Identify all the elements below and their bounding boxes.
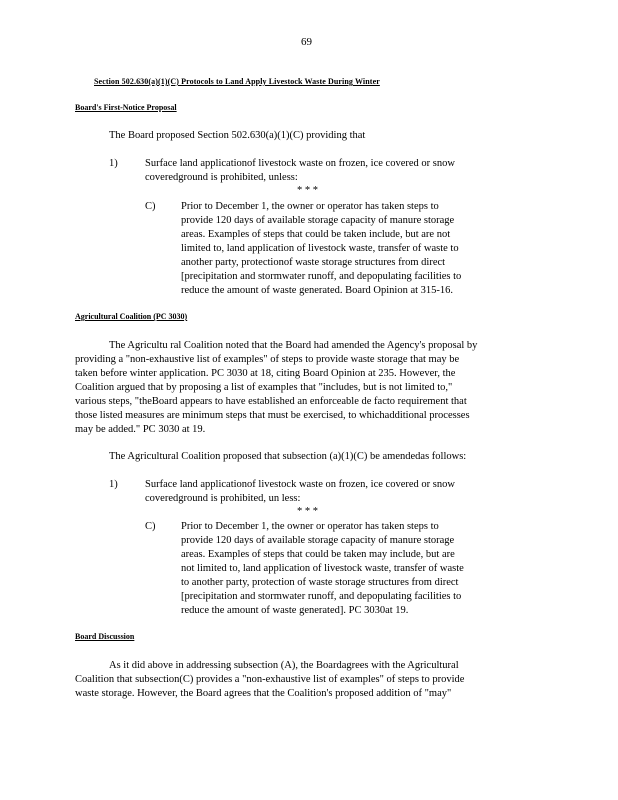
first-notice-heading: Board's First-Notice Proposal xyxy=(75,103,177,112)
section-heading: Section 502.630(a)(1)(C) Protocols to Land Apply Livestock Waste During Winter xyxy=(94,77,380,86)
rule-text-line: provide 120 days of available storage capacity of manure storage xyxy=(181,535,455,546)
board-proposed-intro: The Board proposed Section 502.630(a)(1)(C) providing that xyxy=(109,130,366,141)
rule-text-line: Prior to December 1, the owner or operator has taken steps to xyxy=(181,521,439,532)
rule-text-line: [precipitation and stormwater runoff, and depopulating facilities to xyxy=(181,271,462,282)
body-text-line: various steps, "theBoard appears to have established an enforceable de facto requirement that xyxy=(75,396,467,407)
body-text-line: Coalition that subsection(C) provides a "non-exhaustive list of examples" of steps to provide xyxy=(75,674,465,685)
rule-text-line: not limited to, land application of livestock waste, transfer of waste xyxy=(181,563,464,574)
body-text-line: waste storage. However, the Board agrees that the Coalition's proposed addition of "may" xyxy=(75,688,452,699)
rule-text-line: provide 120 days of available storage capacity of manure storage xyxy=(181,215,455,226)
omission-separator: * * * xyxy=(297,185,318,196)
page-number: 69 xyxy=(301,36,312,48)
coalition-proposed-intro: The Agricultural Coalition proposed that subsection (a)(1)(C) be amendedas follows: xyxy=(109,451,467,462)
body-text-line: providing a "non-exhaustive list of examples" of steps to provide waste storage that may be xyxy=(75,354,460,365)
rule-text-line: Prior to December 1, the owner or operator has taken steps to xyxy=(181,201,439,212)
rule-text-line: reduce the amount of waste generated]. PC 3030at 19. xyxy=(181,605,409,616)
rule-text-line: Surface land applicationof livestock waste on frozen, ice covered or snow xyxy=(145,479,455,490)
rule-text-line: reduce the amount of waste generated. Board Opinion at 315-16. xyxy=(181,285,454,296)
omission-separator: * * * xyxy=(297,506,318,517)
agricultural-coalition-heading: Agricultural Coalition (PC 3030) xyxy=(75,312,188,321)
body-text-line: those listed measures are minimum steps that must be exercised, to whichadditional processes xyxy=(75,410,470,421)
rule-text-line: limited to, land application of livestock waste, transfer of waste to xyxy=(181,243,459,254)
rule-text-line: to another party, protection of waste storage structures from direct xyxy=(181,577,459,588)
body-text-line: The Agricultu ral Coalition noted that the Board had amended the Agency's proposal by xyxy=(109,340,478,351)
item-number: 1) xyxy=(109,479,118,490)
rule-text-line: [precipitation and stormwater runoff, and depopulating facilities to xyxy=(181,591,462,602)
item-number: 1) xyxy=(109,158,118,169)
rule-text-line: another party, protectionof waste storage structures from direct xyxy=(181,257,446,268)
rule-text-line: Surface land applicationof livestock waste on frozen, ice covered or snow xyxy=(145,158,455,169)
rule-text-line: areas. Examples of steps that could be taken may include, but are xyxy=(181,549,455,560)
body-text-line: As it did above in addressing subsection (A), the Boardagrees with the Agricultural xyxy=(109,660,459,671)
body-text-line: may be added." PC 3030 at 19. xyxy=(75,424,206,435)
body-text-line: taken before winter application. PC 3030 at 18, citing Board Opinion at 235. However, the xyxy=(75,368,456,379)
board-discussion-heading: Board Discussion xyxy=(75,632,135,641)
rule-text-line: coveredground is prohibited, un less: xyxy=(145,493,301,504)
rule-text-line: areas. Examples of steps that could be taken include, but are not xyxy=(181,229,451,240)
body-text-line: Coalition argued that by proposing a list of examples that "includes, but is not limited to," xyxy=(75,382,453,393)
rule-text-line: coveredground is prohibited, unless: xyxy=(145,172,298,183)
subsection-label: C) xyxy=(145,201,156,212)
subsection-label: C) xyxy=(145,521,156,532)
